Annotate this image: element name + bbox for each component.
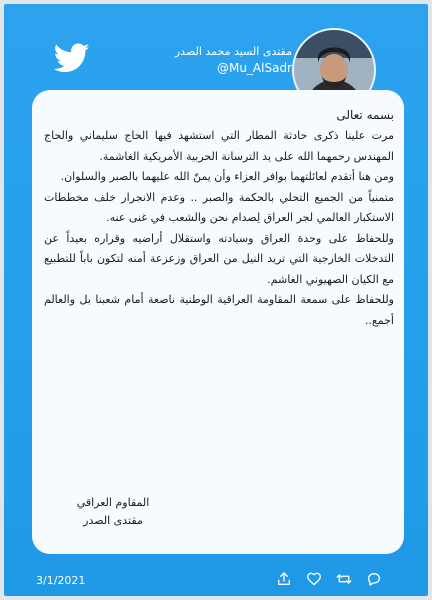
tweet-actions [270, 571, 400, 589]
reply-icon[interactable] [366, 571, 382, 587]
signature-name: مقتدى الصدر [83, 514, 143, 527]
tweet-paragraph: وللحفاظ على وحدة العراق وسيادته واستقلال أراضيه وقراره بعيداً عن التدخلات الخارجية التي تريد النيل من العراق وزعزعة أمنه لتكون باباً للتطبيع مع الكيان الصهيوني الغاشم. [44, 231, 394, 286]
retweet-icon[interactable] [336, 571, 352, 587]
author-handle[interactable]: @Mu_AlSadr [216, 61, 292, 75]
share-icon[interactable] [276, 571, 292, 587]
author-name[interactable]: مقتدى السيد محمد الصدر [174, 45, 292, 58]
twitter-bird-icon [50, 40, 94, 76]
signature-title: المقاوم العراقي [76, 496, 150, 509]
tweet-author[interactable] [175, 44, 292, 76]
tweet-paragraph: ومن هنا أتقدم لعائلتهما بوافر العزاء وأن يمنّ الله عليهما بالصبر والسلوان. [60, 170, 394, 183]
tweet-signature [58, 494, 168, 530]
basmala: بسمه تعالى [336, 108, 394, 122]
tweet-text [44, 104, 394, 331]
tweet-date: 3/1/2021 [36, 574, 86, 587]
tweet-paragraph: مرت علينا ذكرى حادثة المطار التي استشهد فيها الحاج سليماني والحاج المهندس رحمهما الله على يد الترسانة الحربية الأمريكية الغاشمة. [44, 129, 394, 163]
tweet-paragraph: وللحفاظ على سمعة المقاومة العراقية الوطنية ناصعة أمام شعبنا بل والعالم أجمع.. [44, 293, 394, 327]
tweet-paragraph: متمنياً من الجميع التحلي بالحكمة والصبر .. وعدم الانجرار خلف مخططات الاستكبار العالمي لجر العراق لِصدام نحن والشعب في غنى عنه. [44, 190, 394, 224]
like-icon[interactable] [306, 571, 322, 587]
